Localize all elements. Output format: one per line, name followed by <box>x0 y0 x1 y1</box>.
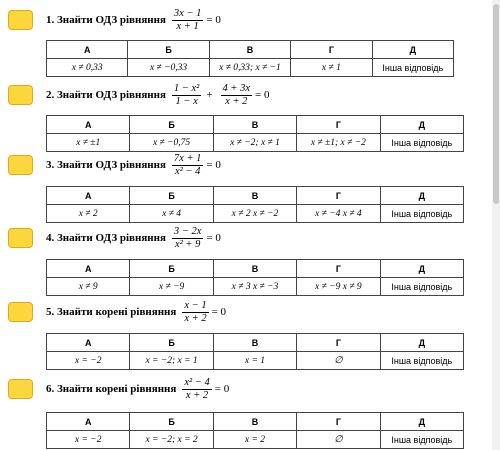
answer-v: x = 1 <box>213 352 296 370</box>
answer-v: x ≠ 3 x ≠ −3 <box>213 278 296 296</box>
answer-a: x = −2 <box>47 431 130 449</box>
header-b: Б <box>130 260 213 278</box>
task-6-label: 6. Знайти корені рівняння <box>46 383 177 395</box>
task-2-fraction-1 <box>172 83 201 108</box>
task-2-equals: = 0 <box>255 89 270 101</box>
table-row <box>47 134 464 152</box>
header-h: Г <box>297 260 380 278</box>
task-3-title <box>46 153 221 178</box>
answer-b: x = −2; x = 1 <box>130 352 213 370</box>
header-b: Б <box>130 334 213 352</box>
answer-d: Інша відповідь <box>380 278 463 296</box>
task-1-title <box>46 8 221 33</box>
answer-h: x ≠ −9 x ≠ 9 <box>297 278 380 296</box>
task-3-numerator: 7x + 1 <box>173 153 202 164</box>
header-h: Г <box>297 413 380 431</box>
task-4-numerator: 3 − 2x <box>173 226 202 237</box>
answer-h: ∅ <box>297 431 380 449</box>
table-header-row <box>47 260 464 278</box>
table-header-row <box>47 116 464 134</box>
header-d: Д <box>380 334 463 352</box>
answer-b: x ≠ 4 <box>130 205 213 223</box>
table-row <box>47 59 454 77</box>
answer-b: x ≠ −0,75 <box>130 134 213 152</box>
task-1-fraction <box>172 8 204 33</box>
header-d: Д <box>380 413 463 431</box>
table-header-row <box>47 41 454 59</box>
header-v: В <box>213 187 296 205</box>
task-3-denominator: x² − 4 <box>174 166 201 177</box>
answer-box-4[interactable] <box>8 228 33 248</box>
table-header-row <box>47 334 464 352</box>
answer-table-1 <box>46 40 454 77</box>
header-v: В <box>213 116 296 134</box>
task-4-equals: = 0 <box>206 232 221 244</box>
header-a: А <box>47 116 130 134</box>
task-2-fraction-2 <box>221 83 253 108</box>
answer-a: x ≠ ±1 <box>47 134 130 152</box>
header-a: А <box>47 187 130 205</box>
answer-h: ∅ <box>297 352 380 370</box>
task-1-numerator: 3x − 1 <box>173 8 202 19</box>
answer-v: x ≠ 0,33; x ≠ −1 <box>209 59 290 77</box>
answer-box-6[interactable] <box>8 379 33 399</box>
task-6-title <box>46 377 229 402</box>
header-b: Б <box>130 413 213 431</box>
header-v: В <box>209 41 290 59</box>
answer-a: x = −2 <box>47 352 130 370</box>
task-5-numerator: x − 1 <box>184 300 207 311</box>
task-1-label: 1. Знайти ОДЗ рівняння <box>46 14 166 26</box>
answer-b: x ≠ −9 <box>130 278 213 296</box>
header-a: А <box>47 260 130 278</box>
answer-d: Інша відповідь <box>380 205 463 223</box>
task-4-fraction <box>172 226 204 251</box>
header-h: Г <box>297 187 380 205</box>
task-1-equals: = 0 <box>206 14 221 26</box>
answer-table-4 <box>46 259 464 296</box>
task-4-label: 4. Знайти ОДЗ рівняння <box>46 232 166 244</box>
answer-h: x ≠ −4 x ≠ 4 <box>297 205 380 223</box>
task-3-equals: = 0 <box>206 159 221 171</box>
header-a: А <box>47 41 128 59</box>
answer-table-5 <box>46 333 464 370</box>
answer-b: x = −2; x = 2 <box>130 431 213 449</box>
header-v: В <box>213 334 296 352</box>
header-h: Г <box>297 116 380 134</box>
answer-h: x ≠ 1 <box>291 59 372 77</box>
header-b: Б <box>130 187 213 205</box>
answer-box-3[interactable] <box>8 155 33 175</box>
answer-b: x ≠ −0,33 <box>128 59 209 77</box>
task-5-fraction <box>182 300 208 325</box>
answer-box-1[interactable] <box>8 10 33 30</box>
answer-a: x ≠ 2 <box>47 205 130 223</box>
task-3-label: 3. Знайти ОДЗ рівняння <box>46 159 166 171</box>
table-header-row <box>47 187 464 205</box>
answer-box-5[interactable] <box>8 302 33 322</box>
task-5-equals: = 0 <box>211 306 227 318</box>
answer-a: x ≠ 9 <box>47 278 130 296</box>
scrollbar-thumb[interactable] <box>493 4 499 204</box>
task-1-denominator: x + 1 <box>176 21 199 32</box>
answer-v: x = 2 <box>213 431 296 449</box>
answer-box-2[interactable] <box>8 85 33 105</box>
task-4-denominator: x² + 9 <box>174 239 201 250</box>
task-6-fraction <box>182 377 211 402</box>
header-d: Д <box>380 187 463 205</box>
header-h: Г <box>297 334 380 352</box>
table-row <box>47 278 464 296</box>
table-row <box>47 431 464 449</box>
header-v: В <box>213 260 296 278</box>
answer-h: x ≠ ±1; x ≠ −2 <box>297 134 380 152</box>
task-2-denominator-2: x + 2 <box>225 96 248 107</box>
answer-table-2 <box>46 115 464 152</box>
answer-d: Інша відповідь <box>380 352 463 370</box>
task-2-plus: + <box>206 89 213 101</box>
table-header-row <box>47 413 464 431</box>
header-d: Д <box>380 260 463 278</box>
header-a: А <box>47 413 130 431</box>
answer-table-3 <box>46 186 464 223</box>
task-4-title <box>46 226 221 251</box>
task-6-denominator: x + 2 <box>185 390 209 401</box>
task-2-denominator-1: 1 − x <box>175 96 198 107</box>
task-2-label: 2. Знайти ОДЗ рівняння <box>46 89 166 101</box>
task-2-title <box>46 83 270 108</box>
task-6-numerator: x² − 4 <box>184 377 210 388</box>
answer-a: x ≠ 0,33 <box>47 59 128 77</box>
header-d: Д <box>380 116 463 134</box>
task-2-numerator-1: 1 − x² <box>173 83 200 94</box>
header-h: Г <box>291 41 372 59</box>
answer-d: Інша відповідь <box>380 134 463 152</box>
task-5-denominator: x + 2 <box>184 313 207 324</box>
header-b: Б <box>130 116 213 134</box>
table-row <box>47 205 464 223</box>
answer-d: Інша відповідь <box>372 59 453 77</box>
task-5-title <box>46 300 226 325</box>
answer-table-6 <box>46 412 464 449</box>
answer-d: Інша відповідь <box>380 431 463 449</box>
answer-v: x ≠ −2; x ≠ 1 <box>213 134 296 152</box>
task-6-equals: = 0 <box>214 383 230 395</box>
task-3-fraction <box>172 153 204 178</box>
header-b: Б <box>128 41 209 59</box>
header-v: В <box>213 413 296 431</box>
task-5-label: 5. Знайти корені рівняння <box>46 306 177 318</box>
header-a: А <box>47 334 130 352</box>
table-row <box>47 352 464 370</box>
task-2-numerator-2: 4 + 3x <box>222 83 251 94</box>
answer-v: x ≠ 2 x ≠ −2 <box>213 205 296 223</box>
header-d: Д <box>372 41 453 59</box>
